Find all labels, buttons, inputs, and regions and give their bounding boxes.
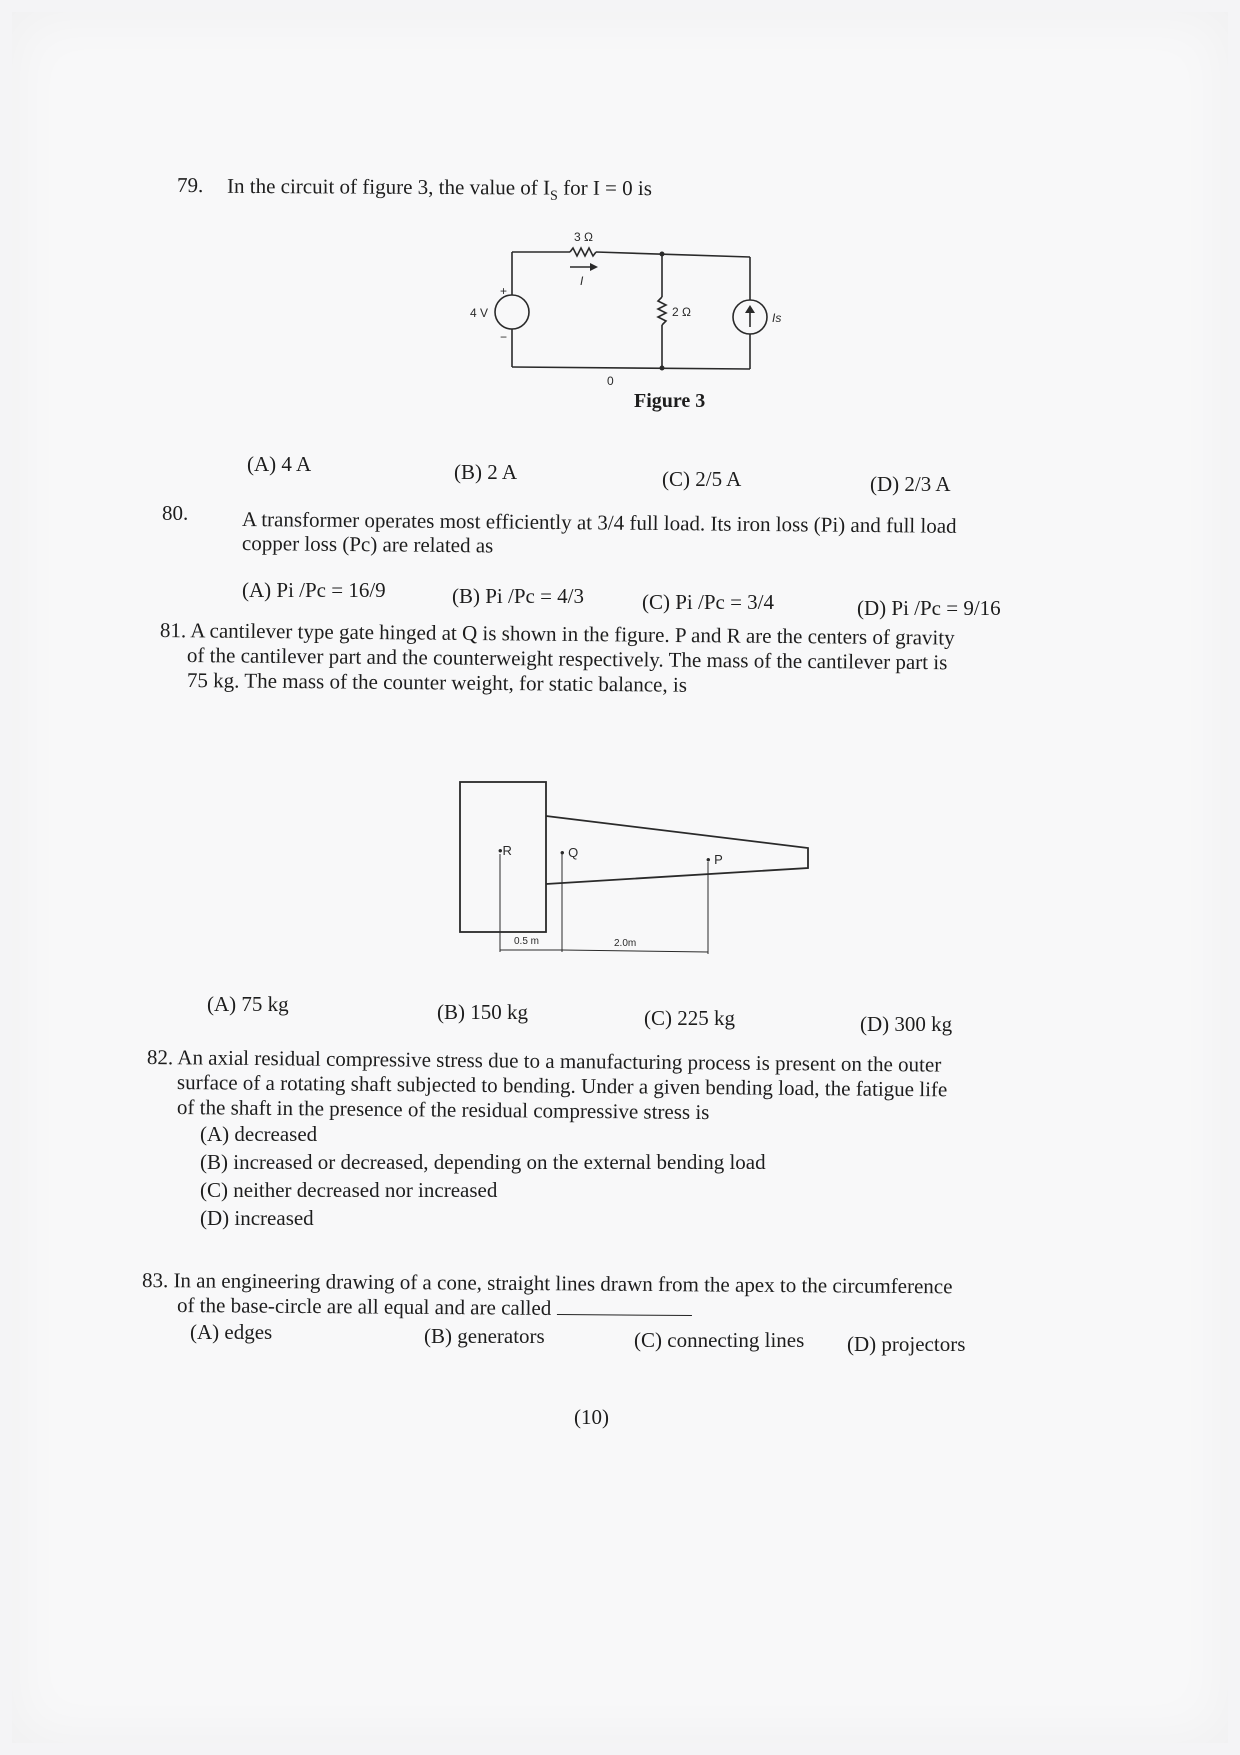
point-q-label: • Q: [560, 845, 579, 860]
question-79-text-end: for I = 0 is: [557, 175, 653, 201]
q80-option-a[interactable]: (A) Pi /Pc = 16/9: [242, 578, 386, 602]
node-dot: [660, 252, 665, 257]
question-80-number: 80.: [162, 501, 189, 525]
q81-option-c[interactable]: (C) 225 kg: [644, 1006, 735, 1030]
q79-option-c[interactable]: (C) 2/5 A: [662, 467, 742, 491]
current-label: I: [580, 274, 584, 288]
question-79-number: 79.: [176, 172, 204, 198]
question-81-line3: 75 kg. The mass of the counter weight, for static balance, is: [186, 668, 688, 697]
point-r-label: •R: [498, 843, 512, 858]
source-voltage-label: 4 V: [470, 306, 489, 320]
figure-3-caption: Figure 3: [634, 390, 706, 412]
wire: [596, 252, 750, 257]
cantilever-gate-figure: [452, 772, 872, 972]
question-82-line2: surface of a rotating shaft subjected to bending. Under a given bending load, the fatigue life: [176, 1070, 948, 1102]
q82-option-d[interactable]: (D) increased: [200, 1206, 314, 1230]
question-80-line1: A transformer operates most efficiently at 3/4 full load. Its iron loss (Pi) and full load: [241, 507, 957, 538]
question-79-subscript: S: [549, 188, 558, 204]
dimension-2-label: 2.0m: [614, 938, 637, 949]
question-81-line2: of the cantilever part and the counterweight respectively. The mass of the cantilever part is: [186, 643, 948, 675]
resistor-top-label: 3 Ω: [574, 230, 593, 244]
q79-option-b[interactable]: (B) 2 A: [454, 460, 517, 484]
wire: [512, 367, 750, 369]
q83-option-b[interactable]: (B) generators: [424, 1324, 545, 1348]
question-83-line2-text: of the base-circle are all equal and are called: [176, 1293, 552, 1320]
question-83-line2: [177, 1292, 692, 1322]
q82-option-c[interactable]: (C) neither decreased nor increased: [200, 1178, 498, 1202]
q80-option-d[interactable]: (D) Pi /Pc = 9/16: [857, 596, 1001, 620]
q81-option-b[interactable]: (B) 150 kg: [437, 1000, 528, 1024]
cantilever-arm: [546, 816, 808, 884]
q83-option-d[interactable]: (D) projectors: [847, 1332, 966, 1356]
dimension-line: [562, 950, 708, 952]
question-79-text: [227, 173, 652, 210]
resistor-2-ohm: [658, 297, 666, 325]
q80-option-c[interactable]: (C) Pi /Pc = 3/4: [642, 590, 775, 614]
q82-option-a[interactable]: (A) decreased: [200, 1122, 318, 1146]
plus-label: +: [500, 284, 508, 298]
dimension-1-label: 0.5 m: [514, 936, 540, 947]
ground-label: 0: [607, 374, 614, 387]
source-current-label: Is: [772, 311, 782, 325]
q79-option-a[interactable]: (A) 4 A: [247, 452, 312, 476]
point-p-label: • P: [706, 852, 723, 867]
exam-page: [12, 12, 1228, 1743]
question-82-line1: 82. An axial residual compressive stress due to a manufacturing process is present on the outer: [146, 1045, 942, 1077]
q79-option-d[interactable]: (D) 2/3 A: [870, 472, 951, 496]
q83-option-a[interactable]: (A) edges: [190, 1320, 273, 1344]
q81-option-a[interactable]: (A) 75 kg: [207, 992, 289, 1016]
voltage-source-icon: [495, 295, 529, 329]
question-79-text-start: In the circuit of figure 3, the value of I: [226, 173, 551, 200]
resistor-mid-label: 2 Ω: [672, 305, 691, 319]
question-83-line1: 83. In an engineering drawing of a cone, straight lines drawn from the apex to the circumference: [141, 1268, 953, 1299]
q80-option-b[interactable]: (B) Pi /Pc = 4/3: [452, 584, 585, 608]
question-81-line1: 81. A cantilever type gate hinged at Q is shown in the figure. P and R are the centers of gravity: [159, 618, 955, 650]
resistor-3-ohm: [570, 248, 596, 256]
figure-3-circuit: [432, 217, 792, 387]
question-82-line3: of the shaft in the presence of the residual compressive stress is: [176, 1095, 710, 1125]
minus-label: −: [500, 330, 508, 344]
question-80-line2: copper loss (Pc) are related as: [241, 531, 494, 558]
arrow-right-icon: [590, 263, 598, 271]
node-dot: [660, 366, 665, 371]
page-number: (10): [574, 1405, 609, 1429]
q82-option-b[interactable]: (B) increased or decreased, depending on the external bending load: [200, 1150, 766, 1174]
q81-option-d[interactable]: (D) 300 kg: [860, 1012, 953, 1036]
q83-option-c[interactable]: (C) connecting lines: [634, 1328, 805, 1352]
arrow-up-icon: [745, 305, 755, 313]
answer-blank[interactable]: [556, 1296, 691, 1316]
